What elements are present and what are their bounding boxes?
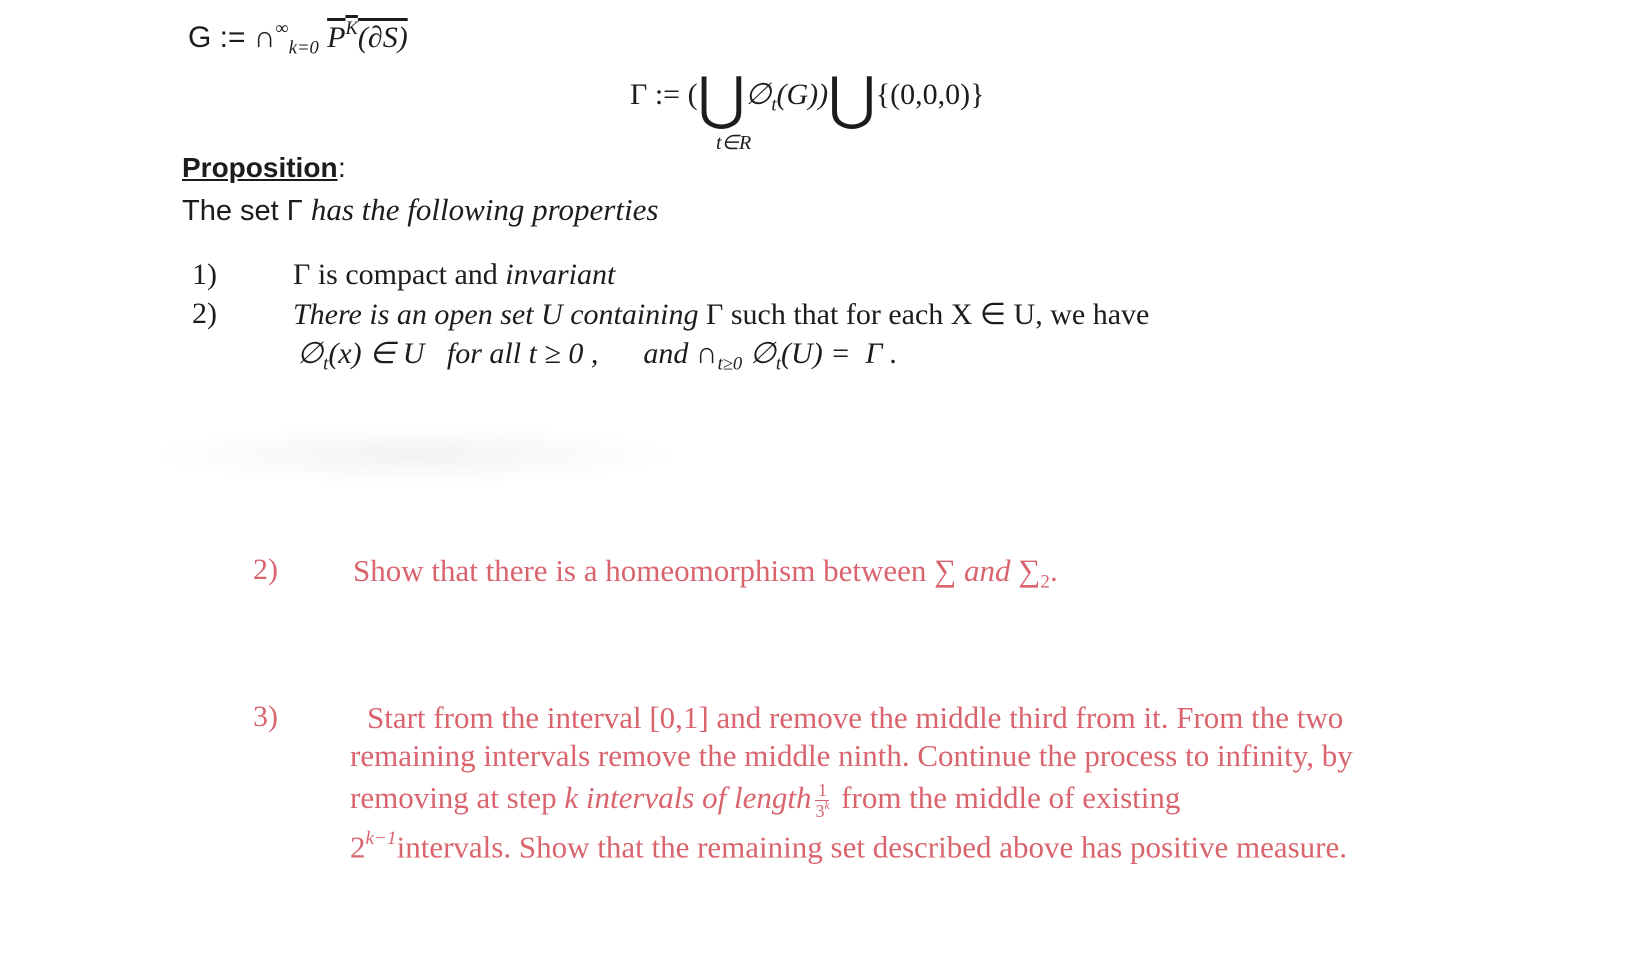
intersection-symbol: ∩ xyxy=(695,337,718,370)
exercise-3-line-4 xyxy=(350,828,1347,865)
property-2-plain: Γ such that for each X ∈ U, we have xyxy=(698,298,1150,331)
proposition-colon: : xyxy=(338,152,346,183)
formula-text: Γ := ( xyxy=(630,78,698,111)
union-subscript: t∈R xyxy=(716,132,752,154)
exercise-number-2: 2) xyxy=(253,553,278,586)
exercise-3-line-2: remaining intervals remove the middle ninth. Continue the process to infinity, by xyxy=(350,738,1353,773)
power-base: 2 xyxy=(350,829,366,865)
property-number-1: 1) xyxy=(192,258,217,291)
intro-italic: has the following properties xyxy=(310,192,659,227)
exercise-2-sentence: Show that there is a homeomorphism between xyxy=(353,553,935,588)
line3-italic: k intervals of length xyxy=(564,780,812,815)
property-text-2-line2 xyxy=(297,336,898,376)
flow-condition: (x) ∈ U for all t ≥ 0 , and xyxy=(328,337,696,370)
proposition-intro xyxy=(182,192,658,228)
fraction-one-over-3k xyxy=(815,781,829,821)
and-word: and xyxy=(956,553,1019,588)
origin-point-set: {(0,0,0)} xyxy=(875,78,985,111)
property-1-italic: invariant xyxy=(505,258,616,291)
superscript-infinity: ∞ xyxy=(275,18,289,39)
exercise-3-line-1: Start from the interval [0,1] and remove the middle third from it. From the two xyxy=(367,700,1344,735)
big-union-symbol-2: ⋃ xyxy=(828,66,876,131)
attractor-equality: (U) = Γ . xyxy=(781,337,898,370)
intro-plain: The set Γ xyxy=(182,195,311,227)
subscript-2: 2 xyxy=(1040,571,1050,593)
subscript-t: t xyxy=(771,94,777,116)
formula-text: G := xyxy=(188,21,254,55)
property-number-2: 2) xyxy=(192,297,217,330)
exercise-number-3: 3) xyxy=(253,700,278,733)
big-union-symbol: ⋃ xyxy=(697,66,746,131)
intersection-symbol: ∩ xyxy=(253,21,276,55)
boundary-S: (∂S) xyxy=(357,21,408,55)
formula-P: P xyxy=(327,21,346,55)
sigma-symbol-2: ∑ xyxy=(1018,553,1041,588)
subscript-t: t xyxy=(323,353,329,375)
formula-G-definition xyxy=(188,18,408,60)
phi-symbol: ∅ xyxy=(297,337,324,370)
property-text-2-line1 xyxy=(293,297,1149,332)
scan-smudge xyxy=(150,425,680,485)
exercise-2-text xyxy=(353,553,1058,594)
sigma-symbol: ∑ xyxy=(934,553,957,588)
property-2-italic: There is an open set U containing xyxy=(293,298,699,331)
subscript-k0: k=0 xyxy=(288,37,319,59)
formula-G-arg: (G)) xyxy=(776,78,829,111)
proposition-heading: Proposition xyxy=(182,152,338,183)
phi-symbol: ∅ xyxy=(742,337,776,370)
superscript-K: K xyxy=(345,18,358,39)
line4-rest: intervals. Show that the remaining set described above has positive measure. xyxy=(396,829,1347,865)
phi-symbol: ∅ xyxy=(745,78,772,111)
subscript-t-ge-0: t≥0 xyxy=(717,353,743,375)
fraction-exponent: k xyxy=(824,799,830,812)
fraction-numerator: 1 xyxy=(815,781,829,801)
power-exponent: k−1 xyxy=(365,828,397,849)
closure-overline xyxy=(327,18,408,55)
fraction-denominator xyxy=(815,801,829,821)
period: . xyxy=(1049,553,1058,588)
property-1-plain: Γ is compact and xyxy=(293,258,506,291)
formula-Gamma-definition xyxy=(630,66,985,131)
subscript-t: t xyxy=(775,353,782,375)
line3-end: from the middle of existing xyxy=(833,780,1181,815)
line3-start: removing at step xyxy=(350,780,565,815)
exercise-3-line-3 xyxy=(350,780,1180,821)
fraction-base: 3 xyxy=(815,800,825,821)
property-text-1 xyxy=(293,258,615,292)
